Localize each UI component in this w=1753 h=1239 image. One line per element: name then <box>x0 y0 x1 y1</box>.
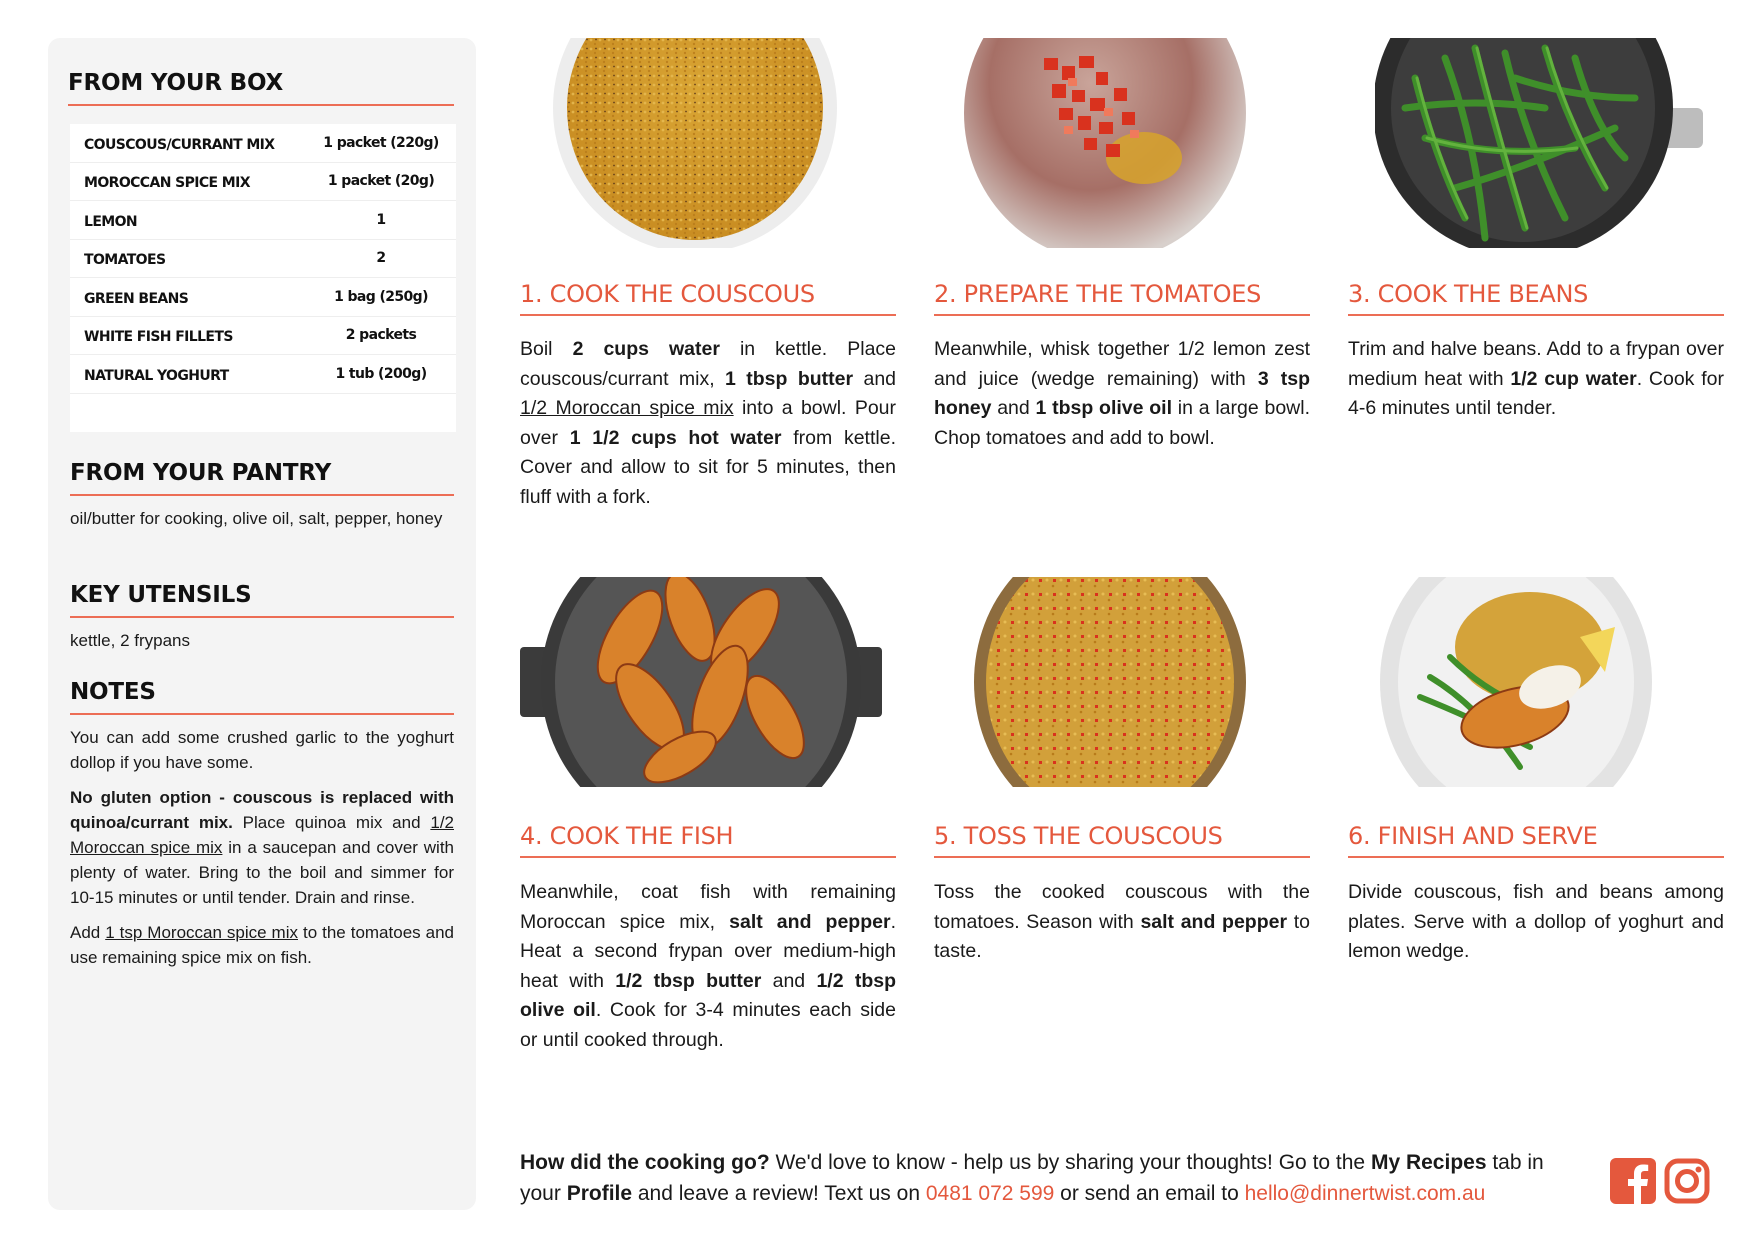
step-bold: 1 tbsp butter <box>725 367 854 390</box>
note-spice <box>70 920 454 970</box>
step-3-title: 3. COOK THE BEANS <box>1348 280 1724 316</box>
step-1-title: 1. COOK THE COUSCOUS <box>520 280 896 316</box>
ingredient-qty: 1 <box>376 211 386 228</box>
note-gluten-bold: No gluten option - couscous is replaced with quinoa/currant mix. <box>70 788 454 832</box>
step-text: . Cook for 4-6 minutes until tender. <box>1348 367 1724 419</box>
step-text: Trim and halve beans. Add to a frypan over medium heat with <box>1348 338 1724 390</box>
ingredient-row <box>70 317 456 356</box>
ingredient-qty: 2 <box>376 250 386 267</box>
step-bold: 1 1/2 cups hot water <box>569 426 782 449</box>
step-text: and <box>853 367 897 390</box>
footer-bold: How did the cooking go? <box>520 1151 770 1174</box>
step-1-body <box>520 335 896 512</box>
email-link[interactable]: hello@dinnertwist.com.au <box>1244 1182 1486 1205</box>
beans-pan-photo <box>1375 38 1703 248</box>
note-spice-link: 1/2 Moroccan spice mix <box>70 813 454 857</box>
key-utensils-heading: KEY UTENSILS <box>70 582 454 618</box>
step-2-body <box>934 335 1310 453</box>
from-your-pantry-heading: FROM YOUR PANTRY <box>70 460 454 496</box>
ingredient-name: WHITE FISH FILLETS <box>84 329 233 346</box>
step-text: Meanwhile, coat fish with remaining Moroccan spice mix, <box>520 881 896 933</box>
ingredient-name: LEMON <box>84 213 138 230</box>
ingredient-qty: 1 tub (200g) <box>335 365 427 382</box>
footer-text: and leave a review! Text us on <box>632 1182 926 1205</box>
step-4-title: 4. COOK THE FISH <box>520 822 896 858</box>
ingredient-row <box>70 240 456 279</box>
step-underline: 1/2 Moroccan spice mix <box>520 397 734 419</box>
step-bold: 1 tbsp olive oil <box>1035 397 1173 419</box>
footer-text: tab in your <box>520 1151 1544 1205</box>
utensils-text: kettle, 2 frypans <box>70 631 191 650</box>
footer-text: or send an email to <box>1054 1182 1245 1205</box>
step-6-title: 6. FINISH AND SERVE <box>1348 822 1724 858</box>
ingredients-table <box>70 124 456 432</box>
ingredient-qty: 2 packets <box>345 327 417 344</box>
pantry-text: oil/butter for cooking, olive oil, salt, pepper, honey <box>70 509 443 528</box>
note-text: in a saucepan and cover with plenty of water. Bring to the boil and simmer for 10-15 minutes or until tender. Drain and rinse. <box>70 838 454 907</box>
note-text: to the tomatoes and use remaining spice mix on fish. <box>70 923 454 967</box>
step-text: in a large bowl. Chop tomatoes and add to bowl. <box>934 397 1310 449</box>
step-text: from kettle. Cover and allow to sit for 5 minutes, then fluff with a fork. <box>520 426 896 508</box>
couscous-bowl-photo <box>553 38 838 248</box>
ingredient-row <box>70 124 456 163</box>
footer-bold: My Recipes <box>1370 1151 1487 1174</box>
note-spice-link: 1 tsp Moroccan spice mix <box>105 923 298 942</box>
ingredient-name: GREEN BEANS <box>84 290 189 307</box>
step-text: Toss the cooked couscous with the tomatoes. Season with <box>934 881 1310 933</box>
instagram-icon[interactable] <box>1664 1158 1710 1204</box>
ingredient-row <box>70 278 456 317</box>
feedback-footer <box>520 1147 1580 1209</box>
step-text: and <box>991 397 1036 419</box>
ingredient-name: MOROCCAN SPICE MIX <box>84 175 250 192</box>
ingredient-name: COUSCOUS/CURRANT MIX <box>84 136 275 153</box>
note-text: Place quinoa mix and <box>232 813 431 832</box>
finished-plate-photo <box>1380 577 1652 787</box>
step-6-body: Divide couscous, fish and beans among plates. Serve with a dollop of yoghurt and lemon wedge. <box>1348 881 1724 962</box>
step-bold: 1/2 tbsp butter <box>615 969 762 992</box>
footer-text: We'd love to know - help us by sharing your thoughts! Go to the <box>769 1151 1371 1174</box>
step-4-body <box>520 878 896 1055</box>
step-bold: 1/2 tbsp olive oil <box>520 969 896 1021</box>
step-3-body <box>1348 335 1724 424</box>
step-5-body <box>934 878 1310 967</box>
notes-text <box>70 725 454 970</box>
ingredient-name: TOMATOES <box>84 252 166 269</box>
phone-link[interactable]: 0481 072 599 <box>925 1182 1055 1205</box>
step-text: and <box>761 969 817 992</box>
step-text: into a bowl. Pour over <box>520 397 897 449</box>
note-garlic: You can add some crushed garlic to the yoghurt dollop if you have some. <box>70 728 454 772</box>
tossed-couscous-photo <box>974 577 1246 787</box>
notes-heading: NOTES <box>70 679 454 715</box>
note-text: Add <box>70 923 106 942</box>
step-text: Boil <box>520 338 573 360</box>
note-gluten-free <box>70 785 454 910</box>
step-bold: salt and pepper <box>1140 910 1288 933</box>
fish-pan-photo <box>520 577 882 787</box>
from-your-box-heading: FROM YOUR BOX <box>68 70 454 106</box>
notes-section <box>70 679 454 980</box>
ingredient-name: NATURAL YOGHURT <box>84 367 229 384</box>
ingredient-qty: 1 packet (20g) <box>327 173 435 190</box>
ingredient-qty: 1 bag (250g) <box>334 288 428 305</box>
ingredient-row <box>70 355 456 394</box>
step-text: . Cook for 3-4 minutes each side or until cooked through. <box>520 999 896 1051</box>
tomatoes-bowl-photo <box>964 38 1246 248</box>
step-2-title: 2. PREPARE THE TOMATOES <box>934 280 1310 316</box>
ingredient-row <box>70 163 456 202</box>
step-text: Meanwhile, whisk together 1/2 lemon zest and juice (wedge remaining) with <box>934 338 1310 390</box>
step-bold: 3 tsp honey <box>934 367 1311 419</box>
step-bold: 1/2 cup water <box>1510 367 1637 390</box>
step-text: in kettle. Place couscous/currant mix, <box>520 338 897 390</box>
facebook-icon[interactable] <box>1610 1158 1656 1204</box>
ingredient-row <box>70 201 456 240</box>
step-bold: 2 cups water <box>572 338 720 360</box>
step-text: to taste. <box>934 910 1310 962</box>
ingredients-sidebar <box>48 38 476 1210</box>
ingredient-qty: 1 packet (220g) <box>323 134 439 151</box>
step-bold: salt and pepper <box>729 910 891 933</box>
footer-bold: Profile <box>566 1182 633 1205</box>
step-5-title: 5. TOSS THE COUSCOUS <box>934 822 1310 858</box>
utensils-section <box>70 582 454 653</box>
pantry-section <box>70 460 454 531</box>
step-text: . Heat a second frypan over medium-high heat with <box>520 910 896 992</box>
